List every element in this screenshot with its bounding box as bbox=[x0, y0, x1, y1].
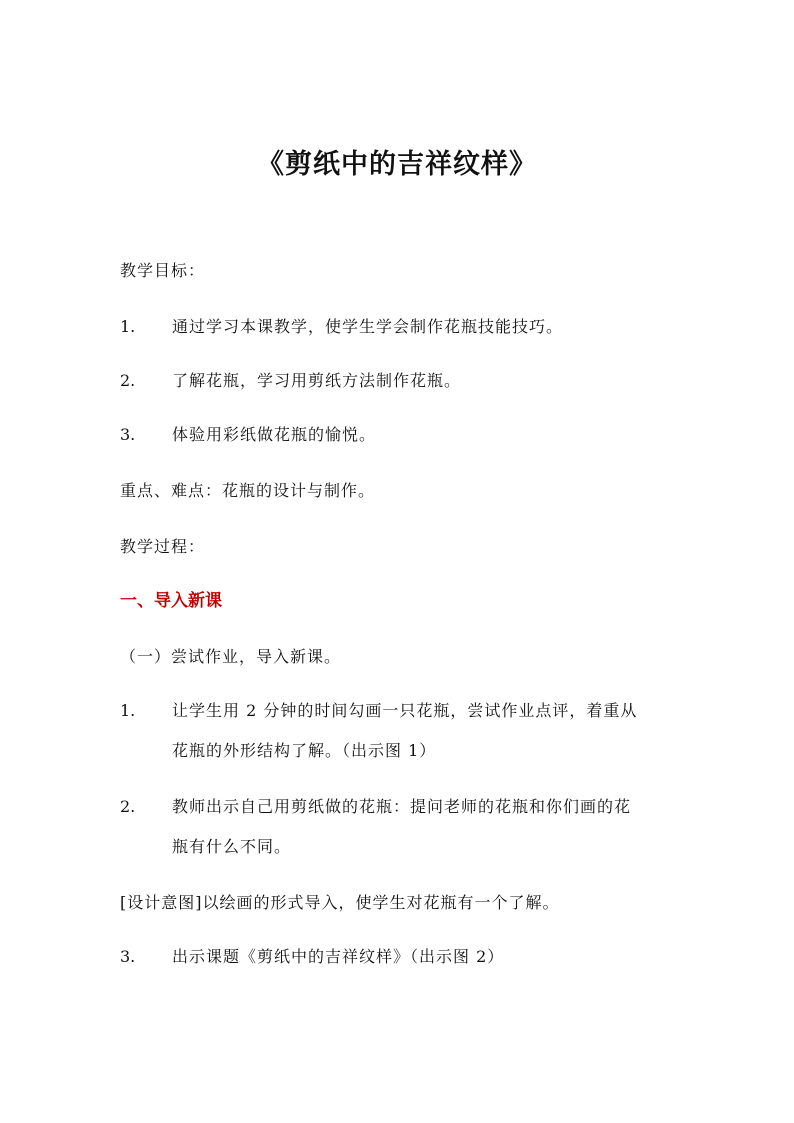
step-text-line: 瓶有什么不同。 bbox=[172, 837, 292, 856]
document-title: 《剪纸中的吉祥纹样》 bbox=[257, 149, 537, 180]
objective-number: 2. bbox=[120, 371, 136, 390]
objective-text: 通过学习本课教学，使学生学会制作花瓶技能技巧。 bbox=[172, 317, 564, 336]
step-number: 1. bbox=[120, 701, 136, 720]
step-text-line: 花瓶的外形结构了解。（出示图 1） bbox=[172, 741, 437, 760]
step-number: 3. bbox=[120, 947, 136, 966]
objective-number: 1. bbox=[120, 317, 136, 336]
objective-number: 3. bbox=[120, 425, 136, 444]
subsection-heading: （一）尝试作业，导入新课。 bbox=[120, 647, 342, 666]
design-intent: [设计意图]以绘画的形式导入，使学生对花瓶有一个了解。 bbox=[120, 893, 560, 912]
process-heading: 教学过程： bbox=[120, 537, 206, 556]
key-points: 重点、难点：花瓶的设计与制作。 bbox=[120, 481, 376, 500]
step-text-line: 让学生用 2 分钟的时间勾画一只花瓶，尝试作业点评，着重从 bbox=[172, 701, 638, 720]
objectives-heading: 教学目标： bbox=[120, 261, 206, 280]
section-heading: 一、导入新课 bbox=[120, 591, 222, 611]
step-text: 出示课题《剪纸中的吉祥纹样》（出示图 2） bbox=[172, 947, 505, 966]
objective-text: 体验用彩纸做花瓶的愉悦。 bbox=[172, 425, 377, 444]
step-number: 2. bbox=[120, 797, 136, 816]
objective-text: 了解花瓶，学习用剪纸方法制作花瓶。 bbox=[172, 371, 462, 390]
step-text-line: 教师出示自己用剪纸做的花瓶：提问老师的花瓶和你们画的花 bbox=[172, 797, 632, 816]
